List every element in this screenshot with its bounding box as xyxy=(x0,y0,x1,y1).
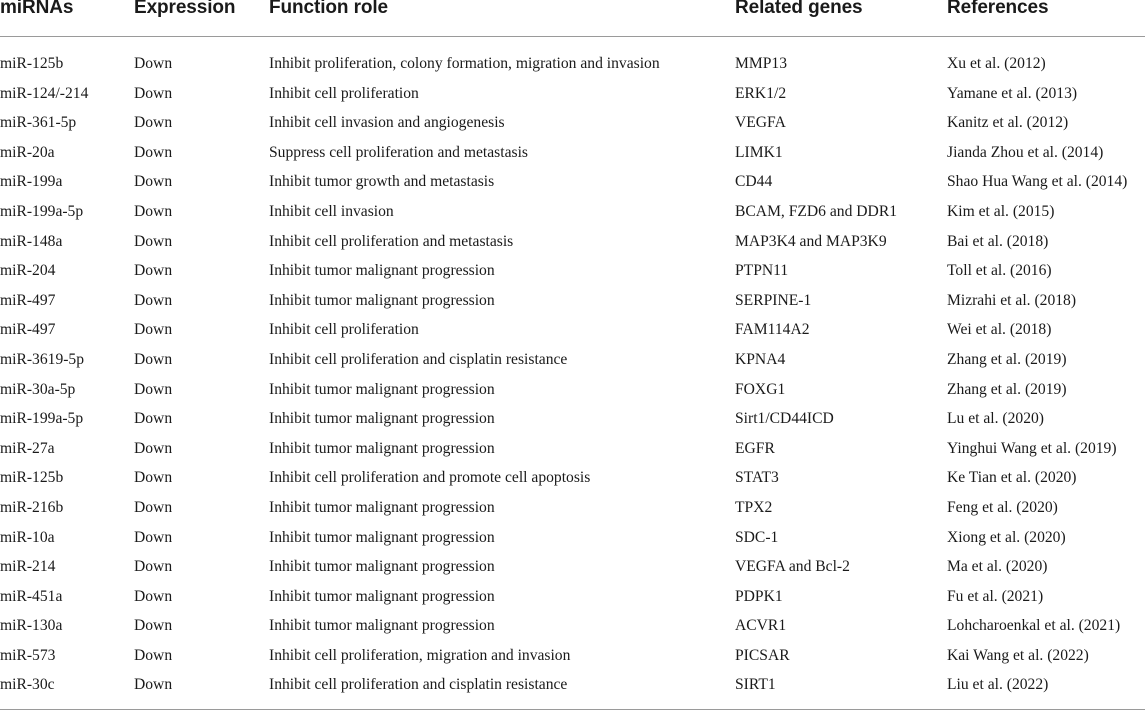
related-genes-cell: PICSAR xyxy=(735,646,790,664)
reference-cell: Kanitz et al. (2012) xyxy=(947,114,1069,132)
expression-cell: Down xyxy=(134,646,173,664)
table-row xyxy=(0,228,1145,258)
expression-cell: Down xyxy=(134,587,173,605)
function-role-cell: Suppress cell proliferation and metastasis xyxy=(269,143,528,161)
reference-cell: Liu et al. (2022) xyxy=(947,676,1049,694)
mirna-cell: miR-214 xyxy=(0,558,56,576)
expression-cell: Down xyxy=(134,676,173,694)
function-role-cell: Inhibit tumor malignant progression xyxy=(269,587,495,605)
function-role-cell: Inhibit cell proliferation and metastasis xyxy=(269,232,514,250)
expression-cell: Down xyxy=(134,321,173,339)
expression-cell: Down xyxy=(134,143,173,161)
mirna-cell: miR-199a-5p xyxy=(0,202,84,220)
table-row xyxy=(0,464,1145,494)
related-genes-cell: KPNA4 xyxy=(735,350,786,368)
function-role-cell: Inhibit tumor growth and metastasis xyxy=(269,173,495,191)
related-genes-cell: SDC-1 xyxy=(735,528,779,546)
table-row xyxy=(0,198,1145,228)
expression-cell: Down xyxy=(134,410,173,428)
related-genes-cell: SERPINE-1 xyxy=(735,291,812,309)
related-genes-cell: STAT3 xyxy=(735,469,779,487)
related-genes-cell: VEGFA xyxy=(735,114,786,132)
mirna-cell: miR-125b xyxy=(0,55,64,72)
related-genes-cell: FOXG1 xyxy=(735,380,786,398)
related-genes-cell: EGFR xyxy=(735,439,775,457)
related-genes-cell: ERK1/2 xyxy=(735,84,787,102)
table-row xyxy=(0,316,1145,346)
function-role-cell: Inhibit cell proliferation and cisplatin resistance xyxy=(269,350,568,368)
reference-cell: Zhang et al. (2019) xyxy=(947,350,1067,368)
mirna-cell: miR-3619-5p xyxy=(0,350,85,368)
mirna-cell: miR-497 xyxy=(0,321,56,339)
mirna-cell: miR-27a xyxy=(0,439,55,457)
header-function-role: Function role xyxy=(269,0,389,18)
related-genes-cell: VEGFA and Bcl-2 xyxy=(735,558,850,576)
function-role-cell: Inhibit proliferation, colony formation, migration and invasion xyxy=(269,55,660,72)
mirna-cell: miR-216b xyxy=(0,498,64,516)
reference-cell: Yamane et al. (2013) xyxy=(947,84,1078,102)
reference-cell: Xu et al. (2012) xyxy=(947,55,1046,72)
table-row xyxy=(0,494,1145,524)
table-row xyxy=(0,109,1145,139)
reference-cell: Mizrahi et al. (2018) xyxy=(947,291,1077,309)
related-genes-cell: FAM114A2 xyxy=(735,321,810,339)
table-row xyxy=(0,405,1145,435)
table-bottom-rule xyxy=(0,709,1145,710)
reference-cell: Feng et al. (2020) xyxy=(947,498,1058,516)
reference-cell: Fu et al. (2021) xyxy=(947,587,1044,605)
mirna-cell: miR-20a xyxy=(0,143,55,161)
mirna-cell: miR-125b xyxy=(0,469,64,487)
expression-cell: Down xyxy=(134,469,173,487)
mirna-cell: miR-30a-5p xyxy=(0,380,76,398)
header-mirnas: miRNAs xyxy=(0,0,74,18)
related-genes-cell: MMP13 xyxy=(735,55,787,72)
header-expression: Expression xyxy=(134,0,236,18)
reference-cell: Lohcharoenkal et al. (2021) xyxy=(947,617,1121,635)
expression-cell: Down xyxy=(134,84,173,102)
mirna-cell: miR-130a xyxy=(0,617,63,635)
table-row xyxy=(0,346,1145,376)
related-genes-cell: BCAM, FZD6 and DDR1 xyxy=(735,202,898,220)
function-role-cell: Inhibit tumor malignant progression xyxy=(269,558,495,576)
reference-cell: Kim et al. (2015) xyxy=(947,202,1055,220)
reference-cell: Bai et al. (2018) xyxy=(947,232,1049,250)
function-role-cell: Inhibit tumor malignant progression xyxy=(269,380,495,398)
mirna-cell: miR-361-5p xyxy=(0,114,77,132)
function-role-cell: Inhibit tumor malignant progression xyxy=(269,439,495,457)
function-role-cell: Inhibit tumor malignant progression xyxy=(269,291,495,309)
table-row xyxy=(0,671,1145,701)
header-related-genes: Related genes xyxy=(735,0,863,18)
expression-cell: Down xyxy=(134,350,173,368)
table-header xyxy=(0,0,1145,37)
function-role-cell: Inhibit cell invasion and angiogenesis xyxy=(269,114,505,132)
reference-cell: Wei et al. (2018) xyxy=(947,321,1052,339)
header-references: References xyxy=(947,0,1049,18)
function-role-cell: Inhibit tumor malignant progression xyxy=(269,262,495,280)
mirna-cell: miR-451a xyxy=(0,587,63,605)
function-role-cell: Inhibit cell proliferation xyxy=(269,321,419,339)
reference-cell: Lu et al. (2020) xyxy=(947,410,1044,428)
expression-cell: Down xyxy=(134,291,173,309)
table-row xyxy=(0,376,1145,406)
expression-cell: Down xyxy=(134,439,173,457)
reference-cell: Xiong et al. (2020) xyxy=(947,528,1066,546)
function-role-cell: Inhibit cell proliferation and promote cell apoptosis xyxy=(269,469,591,487)
related-genes-cell: ACVR1 xyxy=(735,617,787,635)
reference-cell: Kai Wang et al. (2022) xyxy=(947,646,1089,664)
mirna-cell: miR-30c xyxy=(0,676,55,694)
expression-cell: Down xyxy=(134,202,173,220)
mirna-cell: miR-204 xyxy=(0,262,56,280)
expression-cell: Down xyxy=(134,498,173,516)
related-genes-cell: TPX2 xyxy=(735,498,773,516)
expression-cell: Down xyxy=(134,558,173,576)
table-row xyxy=(0,642,1145,672)
table-row xyxy=(0,612,1145,642)
table-row xyxy=(0,139,1145,169)
table-row xyxy=(0,524,1145,554)
table-row xyxy=(0,50,1145,80)
reference-cell: Jianda Zhou et al. (2014) xyxy=(947,143,1104,161)
mirna-cell: miR-10a xyxy=(0,528,55,546)
related-genes-cell: Sirt1/CD44ICD xyxy=(735,410,834,428)
reference-cell: Toll et al. (2016) xyxy=(947,262,1052,280)
mirna-cell: miR-573 xyxy=(0,646,56,664)
table-row xyxy=(0,553,1145,583)
related-genes-cell: MAP3K4 and MAP3K9 xyxy=(735,232,887,250)
function-role-cell: Inhibit tumor malignant progression xyxy=(269,617,495,635)
reference-cell: Zhang et al. (2019) xyxy=(947,380,1067,398)
table-row xyxy=(0,257,1145,287)
related-genes-cell: LIMK1 xyxy=(735,143,783,161)
expression-cell: Down xyxy=(134,617,173,635)
related-genes-cell: PDPK1 xyxy=(735,587,783,605)
function-role-cell: Inhibit cell proliferation xyxy=(269,84,419,102)
table-row xyxy=(0,583,1145,613)
table-body xyxy=(0,50,1145,701)
expression-cell: Down xyxy=(134,262,173,280)
mirna-cell: miR-148a xyxy=(0,232,63,250)
expression-cell: Down xyxy=(134,232,173,250)
table-row xyxy=(0,168,1145,198)
function-role-cell: Inhibit cell proliferation and cisplatin resistance xyxy=(269,676,568,694)
expression-cell: Down xyxy=(134,173,173,191)
related-genes-cell: PTPN11 xyxy=(735,262,789,280)
expression-cell: Down xyxy=(134,55,173,72)
mirna-cell: miR-199a-5p xyxy=(0,410,84,428)
reference-cell: Yinghui Wang et al. (2019) xyxy=(947,439,1117,457)
related-genes-cell: SIRT1 xyxy=(735,676,776,694)
function-role-cell: Inhibit cell invasion xyxy=(269,202,394,220)
table-row xyxy=(0,435,1145,465)
related-genes-cell: CD44 xyxy=(735,173,773,191)
expression-cell: Down xyxy=(134,380,173,398)
reference-cell: Shao Hua Wang et al. (2014) xyxy=(947,173,1128,191)
function-role-cell: Inhibit tumor malignant progression xyxy=(269,528,495,546)
reference-cell: Ke Tian et al. (2020) xyxy=(947,469,1077,487)
table-row xyxy=(0,287,1145,317)
table-row xyxy=(0,80,1145,110)
function-role-cell: Inhibit tumor malignant progression xyxy=(269,498,495,516)
expression-cell: Down xyxy=(134,528,173,546)
expression-cell: Down xyxy=(134,114,173,132)
mirna-cell: miR-199a xyxy=(0,173,63,191)
reference-cell: Ma et al. (2020) xyxy=(947,558,1048,576)
mirna-cell: miR-497 xyxy=(0,291,56,309)
function-role-cell: Inhibit tumor malignant progression xyxy=(269,410,495,428)
mirna-cell: miR-124/-214 xyxy=(0,84,89,102)
function-role-cell: Inhibit cell proliferation, migration and invasion xyxy=(269,646,571,664)
